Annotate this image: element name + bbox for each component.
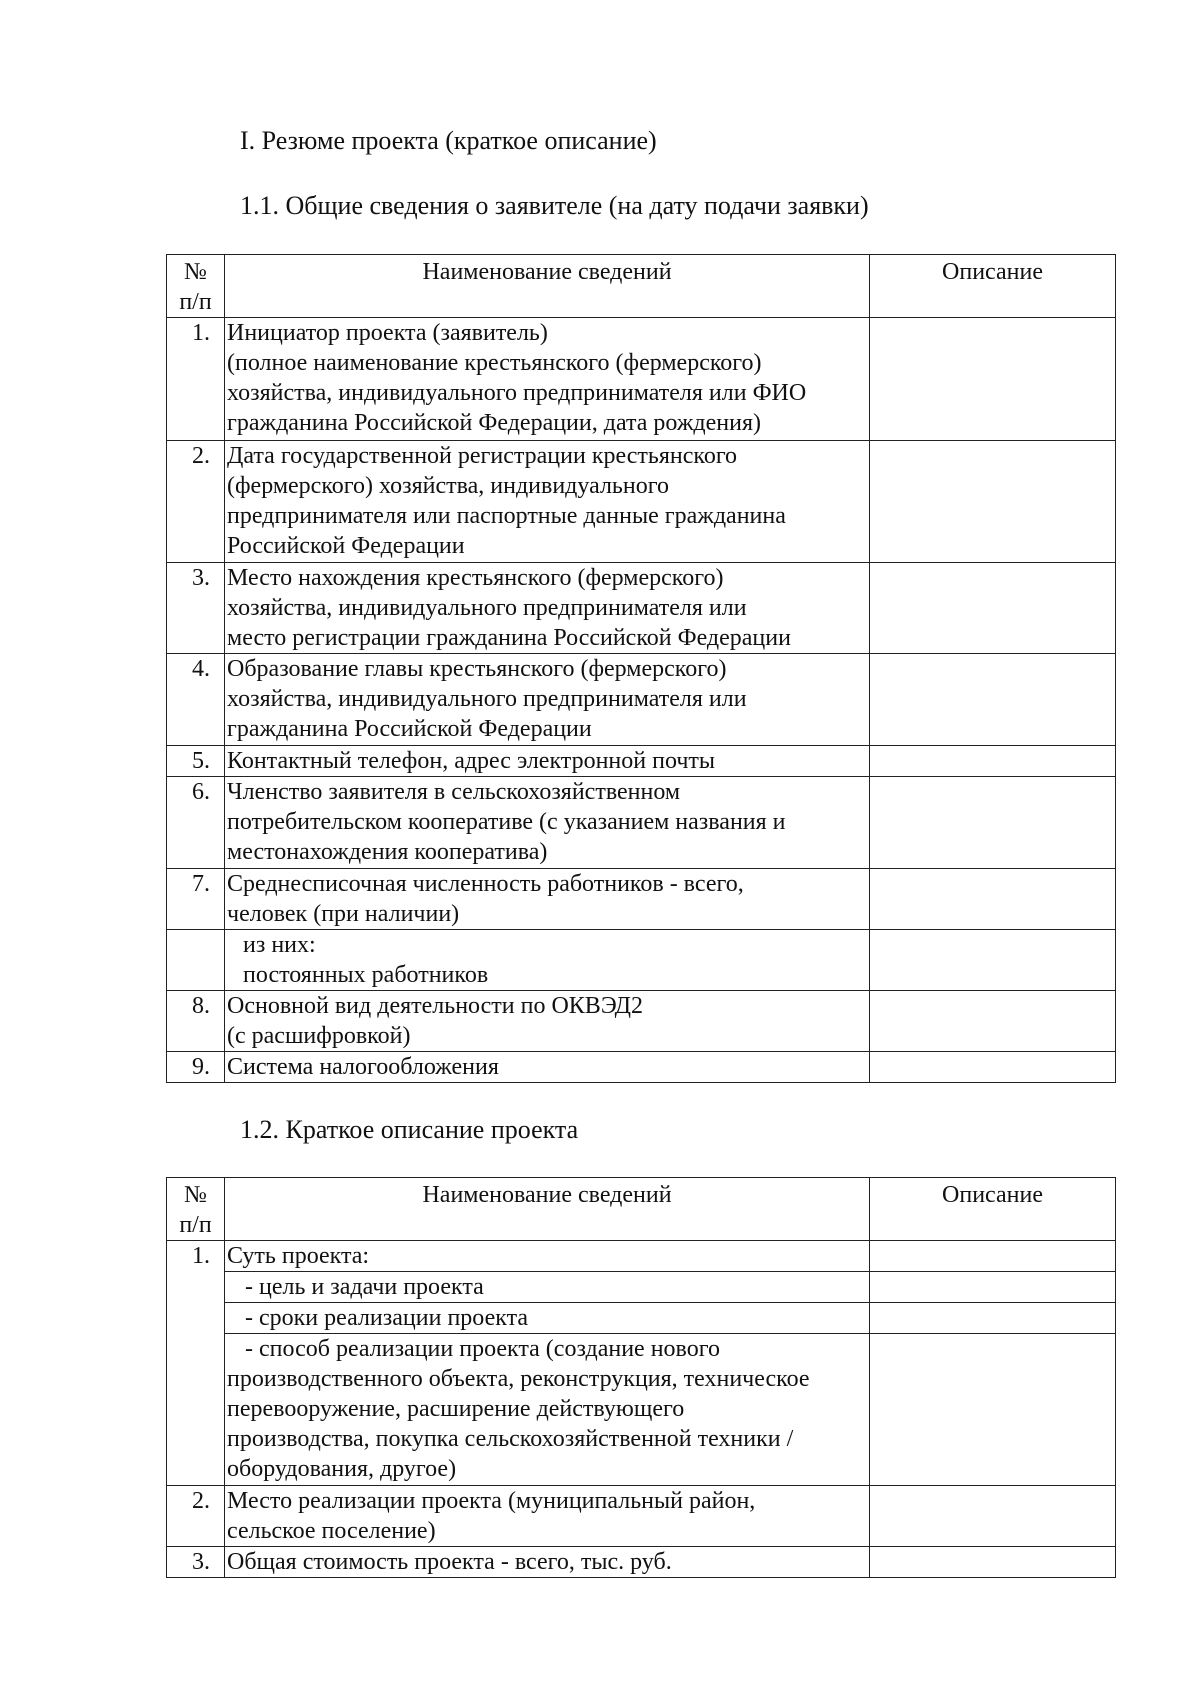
- description-cell[interactable]: [870, 1334, 1116, 1486]
- row-label: Инициатор проекта (заявитель) (полное наименование крестьянского (фермерского) хозяйства, индивидуального предпринимателя или ФИО гражданина Российской Федерации, дата рождения): [225, 318, 870, 441]
- row-label: Суть проекта:: [225, 1241, 870, 1272]
- header-desc: Описание: [870, 255, 1116, 318]
- row-number: 2.: [167, 1486, 225, 1547]
- table-row: [167, 1272, 1116, 1303]
- header-name: Наименование сведений: [225, 255, 870, 318]
- row-label: Место нахождения крестьянского (фермерского) хозяйства, индивидуального предпринимателя или место регистрации гражданина Российской Федерации: [225, 563, 870, 654]
- description-cell[interactable]: [870, 318, 1116, 441]
- description-cell[interactable]: [870, 869, 1116, 930]
- description-cell[interactable]: [870, 1272, 1116, 1303]
- table-row: [167, 441, 1116, 563]
- description-cell[interactable]: [870, 563, 1116, 654]
- description-cell[interactable]: [870, 654, 1116, 746]
- description-cell[interactable]: [870, 746, 1116, 777]
- row-label: - сроки реализации проекта: [225, 1303, 870, 1334]
- row-label: Членство заявителя в сельскохозяйственном потребительском кооперативе (с указанием названия и местонахождения кооператива): [225, 777, 870, 869]
- table-row: [167, 777, 1116, 869]
- row-label: Общая стоимость проекта - всего, тыс. руб.: [225, 1547, 870, 1578]
- description-cell[interactable]: [870, 1052, 1116, 1083]
- row-label: - цель и задачи проекта: [225, 1272, 870, 1303]
- table-row: [167, 1241, 1116, 1272]
- header-name: Наименование сведений: [225, 1178, 870, 1241]
- header-desc: Описание: [870, 1178, 1116, 1241]
- table-row: [167, 1547, 1116, 1578]
- row-number: 1.: [167, 1241, 225, 1486]
- row-number: 3.: [167, 563, 225, 654]
- row-label: - способ реализации проекта (создание нового производственного объекта, реконструкция, техническое перевооружение, расширение действующего производства, покупка сельскохозяйственной техники / оборудования, другое): [225, 1334, 870, 1486]
- table-row: [167, 746, 1116, 777]
- description-cell[interactable]: [870, 441, 1116, 563]
- description-cell[interactable]: [870, 991, 1116, 1052]
- table-row: [167, 930, 1116, 991]
- row-number: 7.: [167, 869, 225, 930]
- row-number: 8.: [167, 991, 225, 1052]
- row-number: 4.: [167, 654, 225, 746]
- project-summary-table: [166, 1177, 1116, 1578]
- table-row: [167, 1486, 1116, 1547]
- row-number: 1.: [167, 318, 225, 441]
- table-row: [167, 563, 1116, 654]
- row-label: Среднесписочная численность работников - всего, человек (при наличии): [225, 869, 870, 930]
- row-number: 5.: [167, 746, 225, 777]
- table-row: [167, 318, 1116, 441]
- header-num: № п/п: [167, 255, 225, 318]
- row-label: из них: постоянных работников: [225, 930, 870, 991]
- table-row: [167, 1303, 1116, 1334]
- row-number: 6.: [167, 777, 225, 869]
- row-number: [167, 930, 225, 991]
- table-header-row: [167, 1178, 1116, 1241]
- row-label: Основной вид деятельности по ОКВЭД2 (с расшифровкой): [225, 991, 870, 1052]
- row-number: 2.: [167, 441, 225, 563]
- table-row: [167, 869, 1116, 930]
- description-cell[interactable]: [870, 1486, 1116, 1547]
- row-number: 3.: [167, 1547, 225, 1578]
- row-label: Место реализации проекта (муниципальный район, сельское поселение): [225, 1486, 870, 1547]
- applicant-info-table: [166, 254, 1116, 1083]
- table-row: [167, 1334, 1116, 1486]
- description-cell[interactable]: [870, 930, 1116, 991]
- description-cell[interactable]: [870, 1547, 1116, 1578]
- description-cell[interactable]: [870, 777, 1116, 869]
- table-header-row: [167, 255, 1116, 318]
- description-cell[interactable]: [870, 1241, 1116, 1272]
- row-number: 9.: [167, 1052, 225, 1083]
- table-row: [167, 1052, 1116, 1083]
- row-label: Контактный телефон, адрес электронной почты: [225, 746, 870, 777]
- row-label: Система налогообложения: [225, 1052, 870, 1083]
- row-label: Дата государственной регистрации крестьянского (фермерского) хозяйства, индивидуального предпринимателя или паспортные данные гражданина Российской Федерации: [225, 441, 870, 563]
- section-title: I. Резюме проекта (краткое описание): [240, 126, 657, 155]
- table-row: [167, 991, 1116, 1052]
- row-label: Образование главы крестьянского (фермерского) хозяйства, индивидуального предпринимателя или гражданина Российской Федерации: [225, 654, 870, 746]
- subsection-1-title: 1.1. Общие сведения о заявителе (на дату подачи заявки): [240, 191, 869, 220]
- description-cell[interactable]: [870, 1303, 1116, 1334]
- table-row: [167, 654, 1116, 746]
- subsection-2-title: 1.2. Краткое описание проекта: [240, 1115, 579, 1144]
- header-num: № п/п: [167, 1178, 225, 1241]
